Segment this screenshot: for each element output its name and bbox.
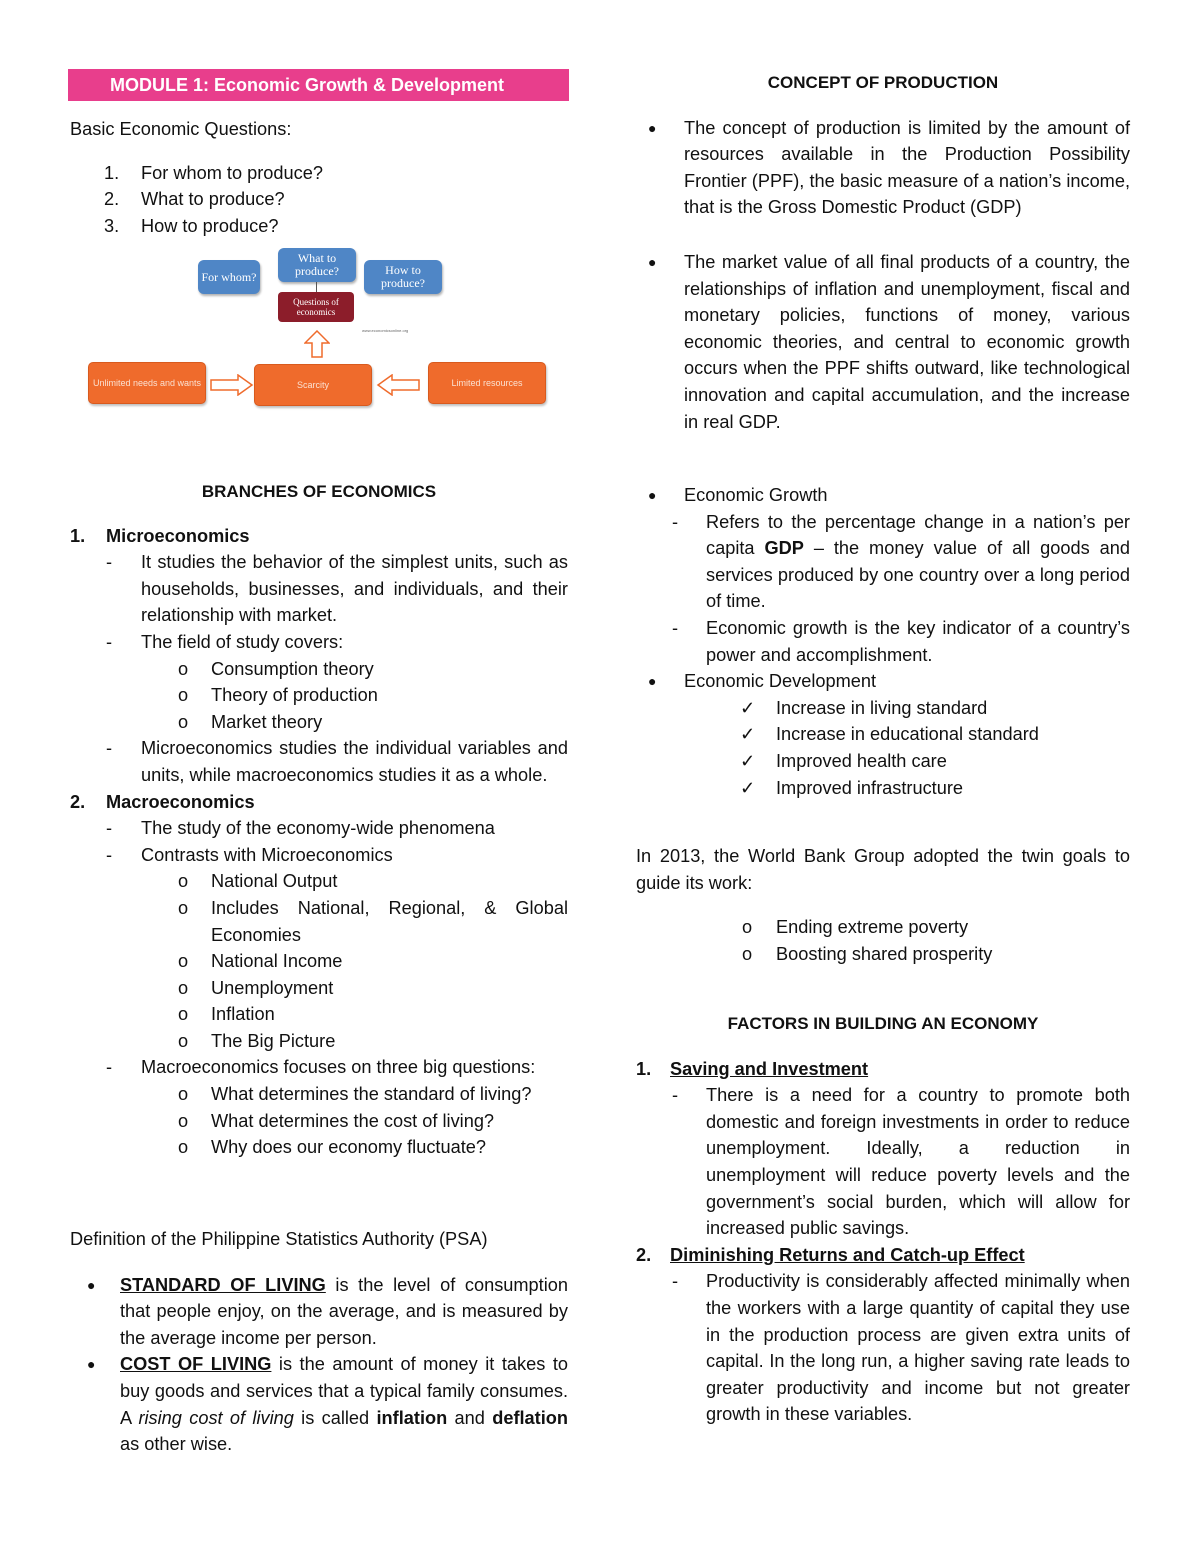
list-item-text: Unemployment: [211, 977, 334, 998]
micro-definition: It studies the behavior of the simplest units, such as households, businesses, and individuals, and their relationship with market.: [141, 552, 568, 626]
list-number: 2.: [70, 791, 86, 812]
micro-summary: Microeconomics studies the individual variables and units, while macroeconomics studies it as a whole.: [141, 738, 568, 785]
node-what-to-produce: [278, 248, 356, 282]
micro-title-row: [70, 523, 568, 550]
list-item: [636, 721, 1130, 748]
list-number: 1.: [636, 1058, 652, 1079]
gdp-term: GDP: [764, 538, 804, 559]
circle-bullet: o: [178, 685, 189, 706]
macro-definition: The study of the economy-wide phenomena: [141, 818, 495, 839]
list-item: [70, 1108, 568, 1135]
node-label: Limited resources: [451, 377, 523, 388]
macro-title: Macroeconomics: [106, 791, 255, 812]
list-item: [70, 682, 568, 709]
node-label: How to produce?: [381, 263, 425, 290]
list-item-text: Consumption theory: [211, 658, 374, 679]
factor-title: Saving and Investment: [670, 1058, 869, 1079]
list-item: [70, 1134, 568, 1161]
list-item: [636, 775, 1130, 802]
circle-bullet: o: [742, 917, 753, 938]
circle-bullet: o: [178, 1110, 189, 1131]
micro-line: [70, 549, 568, 629]
node-label: What to produce?: [295, 251, 339, 278]
node-label: Unlimited needs and wants: [92, 377, 202, 388]
growth-title: Economic Growth: [684, 485, 828, 505]
development-title: Economic Development: [684, 671, 877, 692]
node-label: Questions of economics: [293, 297, 339, 317]
factor-text-row: [636, 1082, 1130, 1242]
list-item: [70, 975, 568, 1002]
micro-covers-label: The field of study covers:: [141, 631, 344, 652]
col-term: COST OF LIVING: [120, 1354, 272, 1375]
left-arrow-icon: [376, 374, 420, 396]
factors-section: [636, 1011, 1130, 1428]
factor-text: There is a need for a country to promote both domestic and foreign investments in order to reduce unemployment. Ideally, a reduction in unemployment will reduce poverty levels and the government’s social burden, which will allow for increased public savings.: [706, 1085, 1130, 1239]
list-item-text: Includes National, Regional, & Global Economies: [211, 897, 568, 945]
factor-text: Productivity is considerably affected minimally when the workers with a large quantity of capital they use in the production process are given extra units of capital. In the long run, a higher saving rate leads to greater productivity and income but not greater growth in these variables.: [706, 1271, 1130, 1425]
production-text: The concept of production is limited by the amount of resources available in the Production Possibility Frontier (PPF), the basic measure of a nation’s income, that is the Gross Domestic Product (GDP): [684, 117, 1130, 218]
list-item: [70, 1001, 568, 1028]
bullet-mark: ●: [87, 1356, 96, 1373]
bullet-mark: ●: [648, 119, 657, 136]
deflation-term: deflation: [492, 1407, 568, 1428]
node-unlimited-needs: [88, 362, 206, 404]
sol-term: STANDARD OF LIVING: [120, 1274, 326, 1295]
circle-bullet: o: [178, 658, 189, 679]
list-item-text: National Output: [211, 871, 338, 892]
production-bullet-1: [636, 115, 1130, 221]
col-italic: rising cost of living: [138, 1407, 294, 1428]
module-title-banner: [68, 69, 569, 101]
circle-bullet: o: [742, 943, 753, 964]
list-item: [70, 948, 568, 975]
node-for-whom: [198, 260, 260, 294]
module-title: MODULE 1: Economic Growth & Development: [110, 75, 505, 95]
list-number: 1.: [70, 525, 86, 546]
node-scarcity: [254, 364, 372, 406]
list-item-text: Increase in educational standard: [776, 724, 1039, 745]
factor-text-row: [636, 1268, 1130, 1428]
factor-title-row: [636, 1056, 1130, 1083]
basic-questions-heading: Basic Economic Questions:: [70, 119, 292, 139]
growth-text: – the money value of all goods and services produced by one country over a long period of time.: [706, 538, 1131, 612]
list-item: [70, 656, 568, 683]
factor-title-row: [636, 1242, 1130, 1269]
up-arrow-icon: [304, 330, 330, 358]
dash-mark: -: [672, 1271, 679, 1292]
growth-text: Refers to the percentage change in a nation’s per capita: [706, 511, 1130, 559]
dash-mark: -: [672, 511, 679, 532]
list-item: [70, 709, 568, 736]
growth-section: [636, 482, 1130, 801]
list-item: [70, 868, 568, 895]
list-number: 2.: [636, 1244, 652, 1265]
basic-questions: [70, 116, 568, 239]
bullet-mark: ●: [648, 673, 657, 690]
macro-line: [70, 815, 568, 842]
circle-bullet: o: [178, 1004, 189, 1025]
circle-bullet: o: [178, 897, 189, 918]
micro-line: [70, 629, 568, 656]
circle-bullet: o: [178, 711, 189, 732]
col-text: is called: [293, 1407, 377, 1428]
col-text: is the amount of money it takes to buy goods and services that a typical family consumes. A: [120, 1354, 569, 1428]
diagram-credit: www.economicsonline.org: [362, 328, 409, 333]
psa-section: [70, 1226, 568, 1458]
development-title-row: [636, 668, 1130, 695]
bullet-mark: ●: [648, 253, 657, 270]
list-item: [636, 748, 1130, 775]
macro-line: [70, 842, 568, 869]
growth-title-row: [636, 482, 1130, 509]
circle-bullet: o: [178, 1137, 189, 1158]
dash-mark: -: [106, 844, 113, 865]
check-icon: ✓: [740, 724, 756, 745]
list-item: [70, 1028, 568, 1055]
list-item-text: Why does our economy fluctuate?: [211, 1137, 486, 1158]
inflation-term: inflation: [376, 1407, 448, 1428]
list-number: 1.: [104, 162, 120, 183]
list-item-text: National Income: [211, 951, 343, 972]
list-number: 3.: [104, 215, 120, 236]
growth-text: Economic growth is the key indicator of a country’s power and accomplishment.: [706, 617, 1130, 665]
list-item: [636, 941, 1130, 968]
node-label: For whom?: [201, 269, 257, 284]
list-item-text: What determines the standard of living?: [211, 1084, 532, 1105]
factor-title: Diminishing Returns and Catch-up Effect: [670, 1244, 1025, 1265]
world-bank-text: In 2013, the World Bank Group adopted the twin goals to guide its work:: [636, 846, 1130, 893]
list-item: [70, 895, 568, 948]
branches-heading: BRANCHES OF ECONOMICS: [201, 482, 437, 501]
list-number: 2.: [104, 189, 120, 210]
list-item-text: Theory of production: [211, 685, 378, 706]
macro-contrasts-label: Contrasts with Microeconomics: [141, 844, 393, 865]
psa-definition-sol: [70, 1272, 568, 1352]
check-icon: ✓: [740, 777, 756, 798]
col-text: and: [447, 1407, 493, 1428]
production-heading: CONCEPT OF PRODUCTION: [767, 73, 999, 92]
micro-line: [70, 735, 568, 788]
macro-line: [70, 1054, 568, 1081]
growth-line: [636, 509, 1130, 615]
node-label: Scarcity: [296, 379, 329, 390]
factors-heading: FACTORS IN BUILDING AN ECONOMY: [727, 1014, 1039, 1033]
list-item: [636, 695, 1130, 722]
list-item-text: What determines the cost of living?: [211, 1110, 495, 1131]
dash-mark: -: [106, 738, 113, 759]
list-item-text: How to produce?: [141, 215, 279, 236]
list-item-text: The Big Picture: [211, 1030, 336, 1051]
list-item-text: For whom to produce?: [141, 162, 323, 183]
node-limited-resources: [428, 362, 546, 404]
list-item: [70, 1081, 568, 1108]
list-item-text: Market theory: [211, 711, 323, 732]
branches-section: [70, 479, 568, 1161]
list-item: [636, 914, 1130, 941]
circle-bullet: o: [178, 1030, 189, 1051]
list-item-text: Inflation: [211, 1004, 275, 1025]
psa-heading: Definition of the Philippine Statistics Authority (PSA): [70, 1229, 488, 1249]
world-bank-section: [636, 843, 1130, 967]
list-item-text: What to produce?: [141, 189, 285, 210]
connector-line: [316, 282, 317, 292]
list-item: [70, 186, 568, 213]
bullet-mark: ●: [87, 1276, 96, 1293]
production-section: [636, 70, 1130, 435]
growth-line: [636, 615, 1130, 668]
node-how-to-produce: [364, 260, 442, 294]
circle-bullet: o: [178, 871, 189, 892]
circle-bullet: o: [178, 977, 189, 998]
circle-bullet: o: [178, 951, 189, 972]
list-item: [70, 213, 568, 240]
circle-bullet: o: [178, 1084, 189, 1105]
list-item-text: Ending extreme poverty: [776, 917, 969, 938]
list-item-text: Boosting shared prosperity: [776, 943, 993, 964]
list-item-text: Improved infrastructure: [776, 777, 963, 798]
bullet-mark: ●: [648, 487, 657, 503]
node-questions-of-economics: [278, 292, 354, 322]
dash-mark: -: [672, 1085, 679, 1106]
micro-title: Microeconomics: [106, 525, 250, 546]
macro-questions-label: Macroeconomics focuses on three big questions:: [141, 1057, 536, 1078]
sol-text: is the level of consumption that people enjoy, on the average, and is measured by the average income per person.: [120, 1274, 568, 1348]
dash-mark: -: [106, 818, 113, 839]
check-icon: ✓: [740, 697, 756, 718]
check-icon: ✓: [740, 750, 756, 771]
questions-of-economics-diagram: [86, 246, 548, 410]
dash-mark: -: [672, 617, 679, 638]
dash-mark: -: [106, 1057, 113, 1078]
col-text: as other wise.: [120, 1434, 233, 1455]
production-bullet-2: [636, 249, 1130, 435]
macro-title-row: [70, 789, 568, 816]
dash-mark: -: [106, 631, 113, 652]
list-item: [70, 160, 568, 187]
production-text: The market value of all final products of a country, the relationships of inflation and unemployment, fiscal and monetary policies, functions of money, various economic theories, and central to economic growth occurs when the PPF shifts outward, like technological innovation and capital accumulation, and the increase in real GDP.: [684, 251, 1130, 432]
list-item-text: Improved health care: [776, 750, 947, 771]
dash-mark: -: [106, 552, 113, 573]
right-arrow-icon: [210, 374, 254, 396]
psa-definition-col: [70, 1351, 568, 1457]
list-item-text: Increase in living standard: [776, 697, 988, 718]
